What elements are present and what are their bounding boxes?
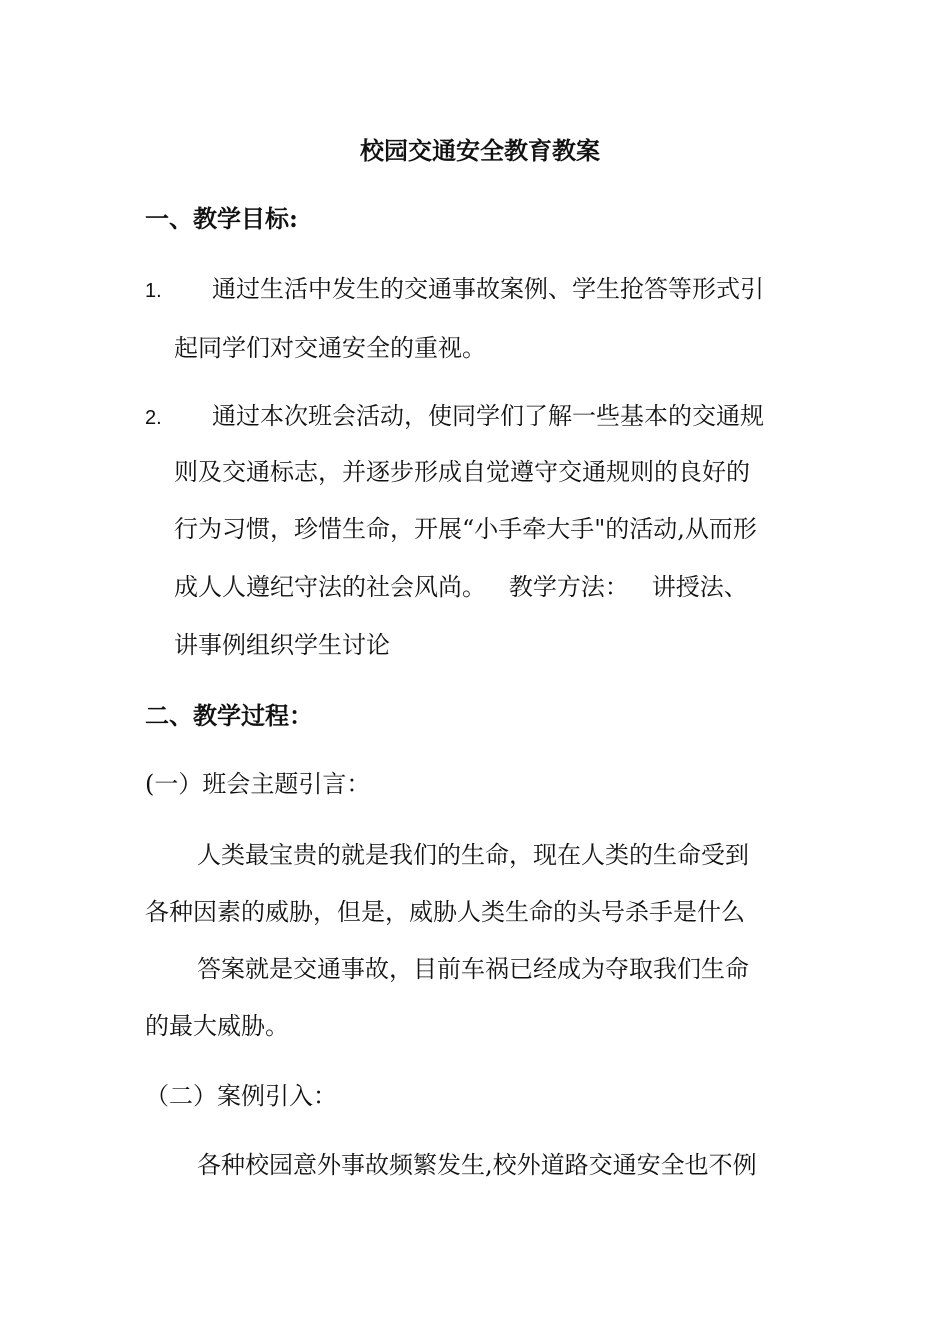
document-title: 校园交通安全教育教案 — [360, 136, 600, 165]
list-item-line: 讲事例组织学生讨论 — [174, 631, 390, 659]
list-item-number: 2. — [145, 407, 162, 429]
subsection-heading: （二）案例引入： — [145, 1082, 337, 1110]
list-item-line: 通过生活中发生的交通事故案例、学生抢答等形式引 — [212, 275, 764, 303]
section2-heading: 二、教学过程： — [145, 701, 313, 730]
subsection-heading: (一）班会主题引言： — [145, 770, 371, 798]
list-item-number: 1. — [145, 280, 162, 302]
paragraph-line: 各种校园意外事故频繁发生,校外道路交通安全也不例 — [197, 1151, 757, 1179]
list-item-line: 通过本次班会活动，使同学们了解一些基本的交通规 — [212, 402, 764, 430]
section1-heading: 一、教学目标: — [145, 204, 298, 233]
paragraph-line: 各种因素的威胁，但是，威胁人类生命的头号杀手是什么 — [145, 898, 745, 926]
paragraph-line: 答案就是交通事故，目前车祸已经成为夺取我们生命 — [197, 955, 749, 983]
list-item-line: 起同学们对交通安全的重视。 — [174, 334, 486, 362]
paragraph-line: 的最大威胁。 — [145, 1012, 289, 1040]
list-item-line: 行为习惯，珍惜生命，开展“小手牵大手"的活动,从而形 — [174, 515, 757, 543]
list-item-line: 则及交通标志，并逐步形成自觉遵守交通规则的良好的 — [174, 458, 750, 486]
list-item-line: 成人人遵纪守法的社会风尚。 教学方法： 讲授法、 — [174, 573, 748, 601]
paragraph-line: 人类最宝贵的就是我们的生命，现在人类的生命受到 — [197, 841, 749, 869]
